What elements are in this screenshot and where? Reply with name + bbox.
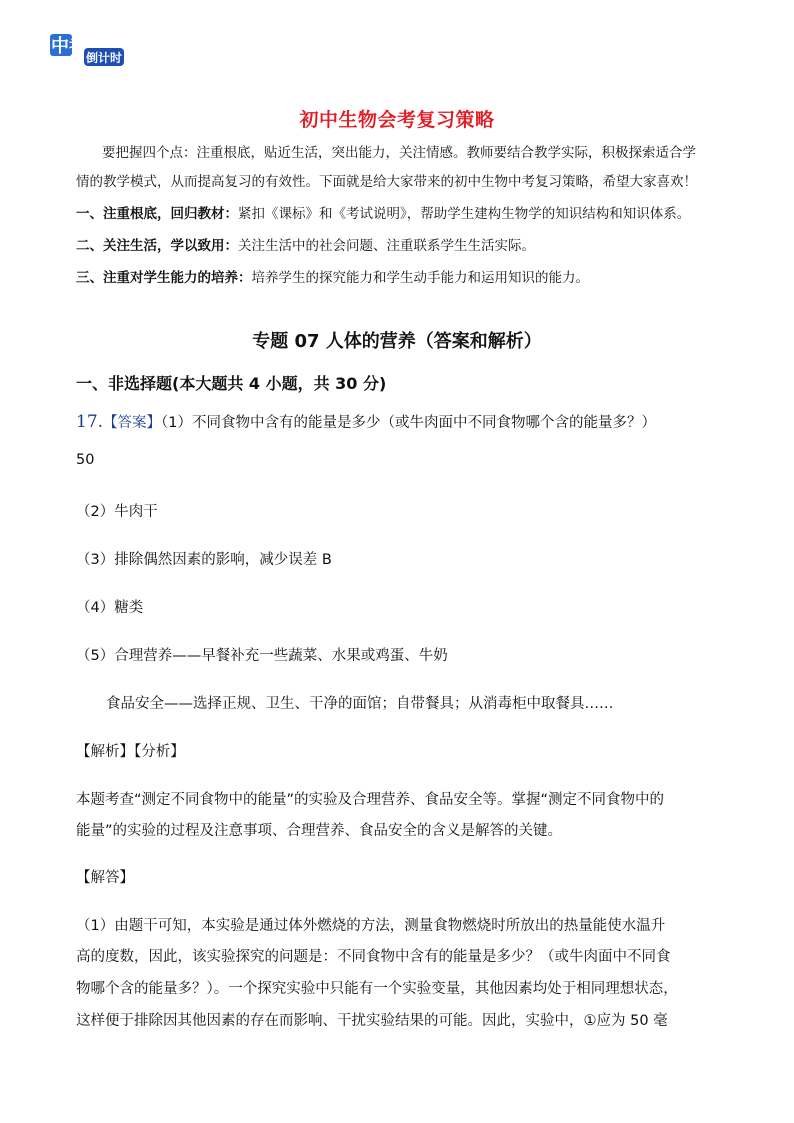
solution-line-3: 物哪个含的能量多？）。一个探究实验中只能有一个实验变量，其他因素均处于相同理想状态， <box>76 981 678 997</box>
logo-text-bottom: 倒计时 <box>86 51 123 65</box>
solution-tag: 【解答】 <box>76 870 134 886</box>
point-2-text: 关注生活中的社会问题、注重联系学生生活实际。 <box>238 238 535 254</box>
solution-line-1: （1）由题干可知，本实验是通过体外燃烧的方法，测量食物燃烧时所放出的热量能使水温升 <box>76 918 666 934</box>
point-2-label: 二、关注生活，学以致用： <box>76 238 238 254</box>
answer-5: （5）合理营养——早餐补充一些蔬菜、水果或鸡蛋、牛奶 <box>76 648 448 664</box>
point-3 <box>76 268 589 288</box>
point-2 <box>76 236 535 256</box>
point-1-label: 一、注重根底，回归教材： <box>76 206 238 222</box>
topic-title: 专题 07 人体的营养（答案和解析） <box>252 331 542 352</box>
answer-4: （4）糖类 <box>76 600 144 616</box>
analysis-line-2: 能量”的实验的过程及注意事项、合理营养、食品安全的含义是解答的关键。 <box>76 823 563 839</box>
answer-tag: 【答案】 <box>103 415 162 431</box>
logo-graphic <box>48 30 128 68</box>
answer-5-continued: 食品安全——选择正规、卫生、干净的面馆；自带餐具；从消毒柜中取餐具…… <box>106 696 614 712</box>
point-1 <box>76 204 690 224</box>
answer-2: （2）牛肉干 <box>76 504 158 520</box>
solution-line-4: 这样便于排除因其他因素的存在而影响、干扰实验结果的可能。因此，实验中，①应为 50 毫 <box>76 1013 668 1029</box>
logo <box>48 30 128 68</box>
question-number: 17. <box>76 412 104 432</box>
point-1-text: 紧扣《课标》和《考试说明》，帮助学生建构生物学的知识结构和知识体系。 <box>238 206 691 222</box>
analysis-tag: 【解析】【分析】 <box>76 744 185 760</box>
analysis-line-1: 本题考查“测定不同食物中的能量”的实验及合理营养、食品安全等。掌握“测定不同食物中的 <box>76 792 665 808</box>
section-heading: 一、非选择题(本大题共 4 小题，共 30 分) <box>76 374 387 393</box>
point-3-text: 培养学生的探究能力和学生动手能力和运用知识的能力。 <box>251 270 589 286</box>
intro-line-2: 情的教学模式，从而提高复习的有效性。下面就是给大家带来的初中生物中考复习策略，希望大家喜欢！ <box>76 174 697 190</box>
question-answer-line-1 <box>76 411 656 432</box>
intro-line-1: 要把握四个点：注重根底，贴近生活，突出能力，关注情感。教师要结合教学实际，积极探索适合学 <box>102 145 696 161</box>
answer-1-value: 50 <box>76 452 95 468</box>
solution-line-2: 高的度数，因此，该实验探究的问题是：不同食物中含有的能量是多少？（或牛肉面中不同食 <box>76 949 671 965</box>
logo-text-top: 中考 <box>51 36 87 57</box>
page-title: 初中生物会考复习策略 <box>299 109 495 131</box>
point-3-label: 三、注重对学生能力的培养： <box>76 270 252 286</box>
answer-3: （3）排除偶然因素的影响，减少误差 B <box>76 552 332 568</box>
answer-1: （1）不同食物中含有的能量是多少（或牛肉面中不同食物哪个含的能量多？） <box>161 415 657 431</box>
